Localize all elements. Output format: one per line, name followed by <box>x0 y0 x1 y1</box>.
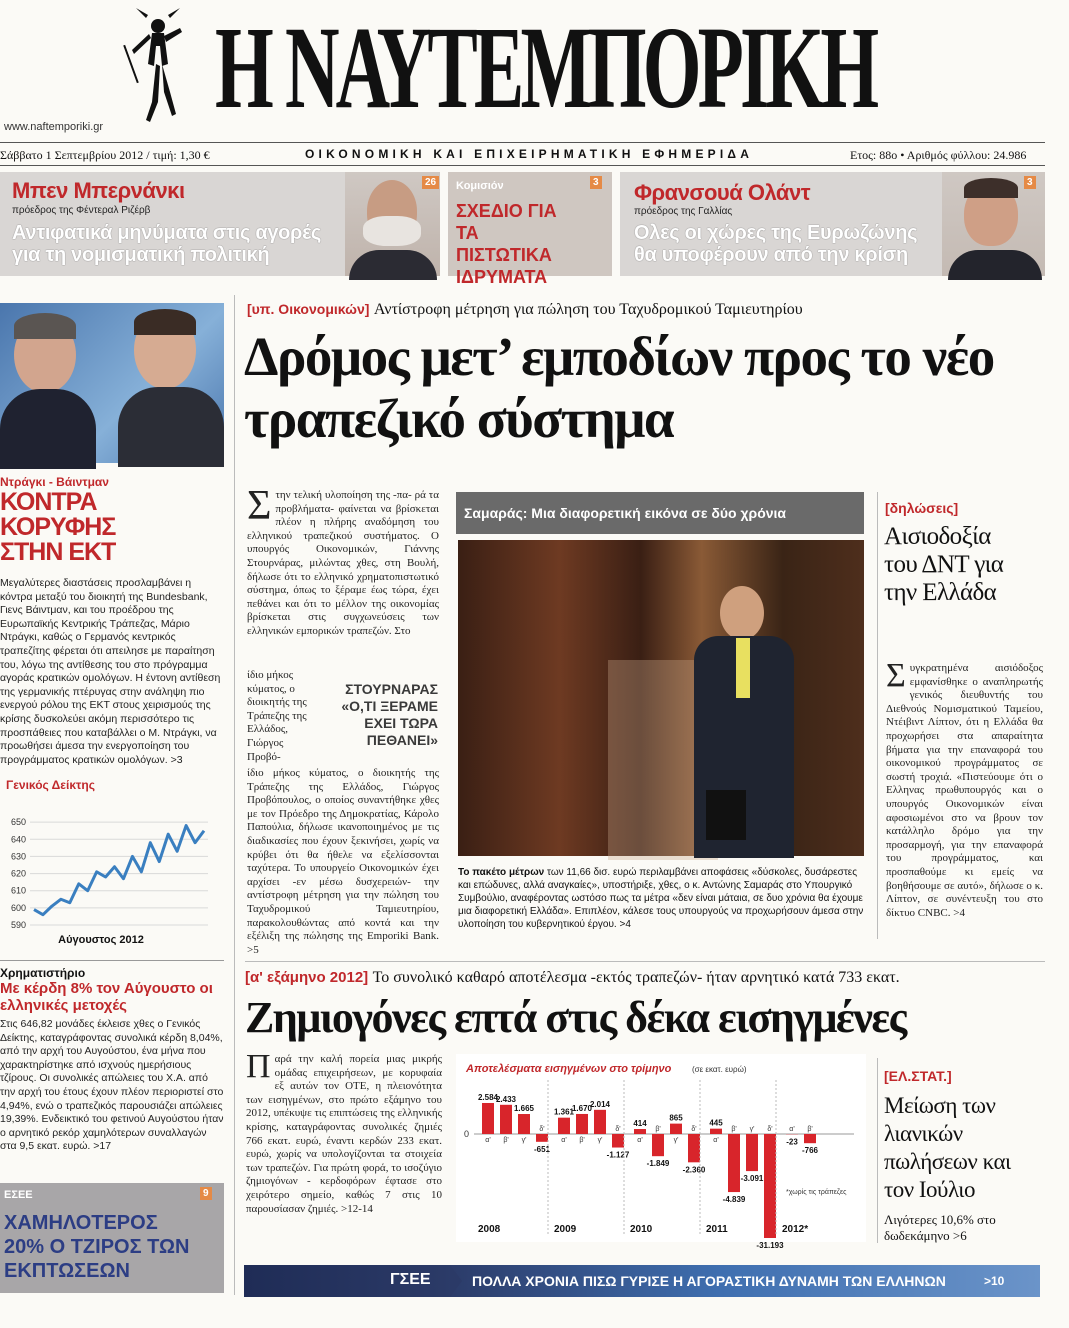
bottom-banner[interactable] <box>244 1265 1040 1297</box>
lead-photo-caption <box>458 866 864 931</box>
year-label: 2008 <box>478 1224 501 1235</box>
lead-subhead: Αντίστροφη μέτρηση για πώληση του Ταχυδρομικού Ταμιευτηρίου <box>373 301 803 318</box>
samaras-photo <box>458 540 864 856</box>
left-story2-kicker: Χρηματιστήριο <box>0 966 86 980</box>
banner-page: >10 <box>984 1274 1005 1288</box>
quarter-label: β' <box>655 1126 661 1133</box>
data-label: -2.360 <box>682 1165 706 1175</box>
lead-body-a: την τελική υλοποίηση της -πα- ρά τα προβλήματα- φαίνεται να βρίσκεται πλέον η πλήρης αναδόμηση του ελληνικού τραπεζικού συστήματος. Ο υπουργός Οικονομικών, Γιάννης Στουρνάρας, μιλώντας χθες, στη Βουλή, δήλωσε ότι το ελληνικό χρηματοπιστωτικό σύστημα, όπως το ξέραμε έως τώρα, έχει πεθάνει και ότι το μέλλον της οικονομίας βρίσκεται στις συγχωνεύσεις των ελληνικών εμπορικών τραπεζών. Στο <box>247 489 439 637</box>
bar <box>746 1134 758 1171</box>
left-story3-kicker: ΕΣΕΕ <box>4 1189 33 1201</box>
right1-dropcap: Σ <box>886 657 906 694</box>
left-story2-headline[interactable]: Με κέρδη 8% τον Αύγουστο οι ελληνικές μετοχές <box>0 980 213 1014</box>
footnote-note: *χωρίς τις τράπεζες <box>786 1189 847 1196</box>
right1-body <box>886 657 1043 920</box>
lead-headline[interactable]: Δρόμος μετ’ εμποδίων προς το νέο τραπεζικό σύστημα <box>244 326 994 449</box>
dateline: Σάββατο 1 Σεπτεμβρίου 2012 / τιμή: 1,30 € <box>0 148 210 162</box>
data-label: -4.839 <box>722 1195 746 1205</box>
data-label: 2.433 <box>495 1094 517 1104</box>
left-story2-body: Στις 646,82 μονάδες έκλεισε χθες ο Γενικός Δείκτης, καταγράφοντας συνολικά κέρδη 8,04%, από την αρχή του Αυγούστου, ένα μήνα που χαρακτηρίστηκε από ισχνούς ημερήσιους τζίρους. Οι συνολικές απώλειες του Χ.Α. από την αρχή του έτους έχουν πλέον περιοριστεί στο 4,94%, ενώ ο τραπεζικός παρουσιάζει απώλειες 19,39%. Ενδεικτικό του φετινού Αυγούστου ήταν ο αρνητικό ρεκόρ χαμηλότερων συναλλαγών στα 9,5 εκατ. ευρώ. >17 <box>0 1018 224 1153</box>
bar <box>804 1134 816 1143</box>
banner-arrow <box>450 1265 462 1297</box>
second-headline[interactable]: Ζημιογόνες επτά στις δέκα εισηγμένες <box>245 993 906 1042</box>
data-label: -31.193 <box>756 1241 784 1250</box>
bar <box>688 1134 700 1162</box>
lead-photo-box <box>456 492 866 862</box>
quarter-label: α' <box>561 1137 567 1144</box>
teaser-kicker: Κομισιόν <box>456 180 504 192</box>
teaser-page-badge: 3 <box>1024 176 1036 189</box>
lead-body-col1b <box>247 669 307 764</box>
data-label: -23 <box>786 1137 798 1147</box>
left-story1-headline[interactable]: ΚΟΝΤΡΑ ΚΟΡΥΦΗΣ ΣΤΗΝ ΕΚΤ <box>0 488 116 566</box>
bar <box>710 1129 722 1134</box>
y-tick-label: 600 <box>10 902 26 913</box>
bar <box>652 1134 664 1156</box>
y-tick-label: 650 <box>10 817 26 828</box>
data-label: 1.670 <box>571 1103 593 1113</box>
y-tick-label: 610 <box>10 885 26 896</box>
lead-body-col1c: ίδιο μήκος κύματος, ο διοικητής της Τράπεζης της Ελλάδος, Γιώργος Προβόπουλος, ο οποίος συναντήθηκε χθες με τον Πρόεδρο της Δημοκρατίας, Κάρολο Παπούλια, δήλωσε ικανοποιημένος με τις διαδικασίες που έχουν ξεκινήσει, χωρίς να κρύβει ότι θα ήθελε να εξελίσσονται ταχύτερα. Το υπουργείο Οικονομικών έχει αρχίσει -εν μέσω δυσχερειών- την αντίστροφη μέτρηση για την πώληση του Ταχυδρομικού Ταμιευτηρίου, παρακολουθώντας από κοντά και την εξέλιξη της πώλησης της Emporiki Bank. >5 <box>247 767 439 956</box>
data-label: -651 <box>533 1144 551 1154</box>
teaser-headline: ΣΧΕΔΙΟ ΓΙΑ ΤΑ ΠΙΣΤΩΤΙΚΑ ΙΔΡΥΜΑΤΑ <box>456 201 557 287</box>
teaser-hollande[interactable] <box>620 172 1045 276</box>
masthead-title: Η ΝΑΥΤΕΜΠΟΡΙΚΗ <box>215 2 876 133</box>
y-tick-label: 640 <box>10 834 26 845</box>
lead-subhead-line <box>247 301 803 319</box>
draghi-weidmann-photo <box>0 303 224 463</box>
bar-chart-unit: (σε εκατ. ευρώ) <box>692 1065 747 1074</box>
banner-label: ΓΣΕΕ <box>390 1271 431 1288</box>
left-story1-kicker: Ντράγκι - Βάιντμαν <box>0 475 109 489</box>
lead-body-col1 <box>247 483 439 639</box>
teaser-role: πρόεδρος της Γαλλίας <box>634 206 733 217</box>
right2-sub: Λιγότερες 10,6% στο δωδεκάμηνο >6 <box>884 1212 996 1243</box>
left-story3-box[interactable] <box>0 1183 224 1293</box>
teaser-role: πρόεδρος της Φέντεραλ Ριζέρβ <box>12 205 151 216</box>
bar <box>764 1134 776 1238</box>
quarter-label: γ' <box>521 1137 527 1144</box>
second-kicker: [α' εξάμηνο 2012] <box>245 969 369 986</box>
results-bar-chart <box>456 1054 866 1250</box>
year-label: 2011 <box>706 1224 728 1235</box>
second-subhead-line <box>245 969 900 987</box>
bar <box>482 1103 494 1134</box>
left-story3-page-badge: 9 <box>200 1187 212 1200</box>
bar <box>500 1105 512 1134</box>
bar <box>634 1129 646 1134</box>
x-axis-label: Αύγουστος 2012 <box>58 934 144 946</box>
data-label: 2.014 <box>589 1099 611 1109</box>
quarter-label: β' <box>579 1137 585 1144</box>
quarter-label: γ' <box>749 1126 755 1133</box>
teaser-name: Φρανσουά Ολάντ <box>634 180 811 205</box>
right1-kicker: [δηλώσεις] <box>885 500 959 516</box>
quarter-label: β' <box>731 1126 737 1133</box>
quarter-label: α' <box>789 1126 795 1133</box>
quarter-label: α' <box>485 1137 491 1144</box>
general-index-chart <box>0 795 215 950</box>
bar <box>670 1124 682 1134</box>
data-label: 414 <box>633 1119 647 1129</box>
right2-rule <box>877 1058 878 1243</box>
banner-text: ΠΟΛΛΑ ΧΡΟΝΙΑ ΠΙΣΩ ΓΥΡΙΣΕ Η ΑΓΟΡΑΣΤΙΚΗ ΔΥΝΑΜΗ ΤΩΝ ΕΛΛΗΝΩΝ <box>472 1273 946 1289</box>
quarter-label: δ' <box>615 1126 621 1133</box>
right1-body-text: υγκρατημένα αισιόδοξος εμφανίσθηκε ο αναπληρωτής γενικός διευθυντής του Διεθνούς Νομισματικού Ταμείου, Ντέιβιντ Λίπτον, ότι η Ελλάδα θα προχωρήσει στα απαραίτητα βήματα για την επαναφορά του οικονομικού προγράμματος σε σωστή τροχιά. «Πιστεύουμε ότι ο Ελληνας πρωθυπουργός και ο υπουργός Οικονομικών είναι αφοσιωμένοι στο να βρουν τον κατάλληλο δρόμο για την προσαρμογή, για την επαναφορά του προγράμματος, και προσπαθούμε κι εμείς να βοηθήσουμε σε αυτό», δήλωσε ο κ. Λίπτον, σε συνέντευξη του στο δίκτυο CNBC. >4 <box>886 662 1043 919</box>
bar <box>728 1134 740 1192</box>
bar <box>536 1134 548 1142</box>
second-rule <box>245 961 1045 962</box>
right1-headline[interactable]: Αισιοδοξία του ΔΝΤ για την Ελλάδα <box>884 523 1004 606</box>
teaser-page-badge: 26 <box>422 176 439 189</box>
left-story3-headline: ΧΑΜΗΛΟΤΕΡΟΣ 20% Ο ΤΖΙΡΟΣ ΤΩΝ ΕΚΠΤΩΣΕΩΝ <box>4 1212 190 1282</box>
masthead-rule-bottom <box>0 165 1045 166</box>
second-body <box>246 1048 442 1216</box>
teaser-commission[interactable] <box>448 172 612 287</box>
right2-kicker: [ΕΛ.ΣΤΑΤ.] <box>884 1068 952 1084</box>
teaser-bernanke[interactable] <box>0 172 440 276</box>
lead-dropcap: Σ <box>247 483 272 529</box>
teaser-page-badge: 3 <box>590 176 602 189</box>
lead-photo-title: Σαμαράς: Μια διαφορετική εικόνα σε δύο χρόνια <box>456 492 864 534</box>
quarter-label: δ' <box>691 1126 697 1133</box>
quarter-label: α' <box>713 1137 719 1144</box>
data-label: 2.584 <box>477 1092 499 1102</box>
year-label: 2009 <box>554 1224 577 1235</box>
quarter-label: δ' <box>539 1126 545 1133</box>
bar <box>518 1114 530 1134</box>
column-divider <box>234 295 235 1295</box>
second-subhead: Το συνολικό καθαρό αποτέλεσμα -εκτός τραπεζών- ήταν αρνητικό κατά 733 εκατ. <box>372 969 900 986</box>
issue-number: Ετος: 88ο • Αριθμός φύλλου: 24.986 <box>850 148 1027 162</box>
masthead-rule-top <box>0 142 1045 143</box>
tagline: ΟΙΚΟΝΟΜΙΚΗ ΚΑΙ ΕΠΙΧΕΙΡΗΜΑΤΙΚΗ ΕΦΗΜΕΡΙΔΑ <box>305 147 754 161</box>
right2-headline[interactable]: Μείωση των λιανικών πωλήσεων και τον Ιούλιο <box>884 1093 1011 1202</box>
teaser-headline: Αντιφατικά μηνύματα στις αγορές για τη νομισματική πολιτική <box>12 222 321 266</box>
quarter-label: α' <box>637 1137 643 1144</box>
bar <box>594 1110 606 1134</box>
data-label: -1.849 <box>646 1159 670 1169</box>
data-label: 1.361 <box>553 1107 575 1117</box>
teaser-headline: Ολες οι χώρες της Ευρωζώνης θα υποφέρουν από την κρίση <box>634 222 918 266</box>
quarter-label: γ' <box>597 1137 603 1144</box>
lead-body-b-part: ίδιο μήκος κύματος, ο διοικητής της Τράπεζης της Ελλάδος, Γιώργος Προβό- <box>247 669 307 763</box>
zero-label: 0 <box>464 1129 470 1139</box>
year-label: 2012* <box>782 1224 809 1235</box>
second-body-text: αρά την καλή πορεία μιας μικρής ομάδας επιχειρήσεων, με κορυφαία εξ αυτών τον ΟΤΕ, η πλειονότητα των εισηγμένων, στο πρώτο εξάμηνο του 2012, υπέκυψε τις επιπτώσεις της ελληνικής κρίσης, καταγράφοντας συνολικές ζημιές 766 εκατ. ευρώ, έναντι κερδών 233 εκατ. ευρώ, χωρίς να υπολογίζονται τα στοιχεία των τραπεζών. Για πρώτη φορά, το ισοζύγιο ζημιογόνων - κερδοφόρων έφτασε στο χειρότερο σημείο, καθώς 7 στις 10 παρουσίασαν ζημιές. >12-14 <box>246 1053 442 1215</box>
quarter-label: γ' <box>673 1137 679 1144</box>
lead-kicker: [υπ. Οικονομικών] <box>247 301 370 317</box>
y-tick-label: 590 <box>10 920 26 930</box>
bar <box>576 1114 588 1134</box>
index-chart-title: Γενικός Δείκτης <box>6 778 95 792</box>
data-label: -766 <box>801 1146 819 1156</box>
second-dropcap: Π <box>246 1048 271 1085</box>
data-label: -3.091 <box>740 1174 764 1184</box>
data-label: 865 <box>669 1113 683 1123</box>
y-tick-label: 630 <box>10 851 26 862</box>
year-label: 2010 <box>630 1224 653 1235</box>
data-label: 445 <box>709 1118 723 1128</box>
lead-quote: ΣΤΟΥΡΝΑΡΑΣ «Ο,ΤΙ ΞΕΡΑΜΕ ΕΧΕΙ ΤΩΡΑ ΠΕΘΑΝΕΙ» <box>341 681 438 748</box>
quarter-label: δ' <box>767 1126 773 1133</box>
quarter-label: β' <box>503 1137 509 1144</box>
left-story1-body: Μεγαλύτερες διαστάσεις προσλαμβάνει η κόντρα μεταξύ του διοικητή της Bundesbank, Γιενς Βάιντμαν, και του προέδρου της Ευρωπαϊκής Κεντρικής Τράπεζας, Μάριο Ντράγκι, καθώς ο Γερμανός κεντρικός τραπεζίτης φέρεται ότι απειλησε με παραίτηση του, λόγω της αντίθεσης του στο πρόγραμμα αγοράς κρατικών ομολόγων. Η έντονη αντίθεση της γερμανικής πτέρυγας στην ανάληψη πιο ενεργού ρόλου της ΕΚΤ στους χειρισμούς της κρίσης δυσκολεύει ακόμη περισσότερο τις προσπάθειες που καταβάλλει ο Μ. Ντράγκι, να προωθήσει άμεσα την ενεργοποίηση του προγράμματος κρατικών ομολόγων. >3 <box>0 577 221 766</box>
website-url[interactable]: www.naftemporiki.gr <box>4 121 104 133</box>
hermes-logo <box>118 2 198 134</box>
y-tick-label: 620 <box>10 868 26 879</box>
bar-chart-title: Αποτελέσματα εισηγμένων στο τρίμηνο <box>466 1063 672 1075</box>
data-label: 1.665 <box>513 1104 535 1114</box>
caption-bold: Το πακέτο μέτρων <box>458 867 545 878</box>
bar <box>558 1118 570 1134</box>
bar <box>612 1134 624 1148</box>
quarter-label: β' <box>807 1126 813 1133</box>
right1-rule <box>877 492 878 939</box>
data-label: -1.127 <box>606 1150 630 1160</box>
caption-text: των 11,66 δισ. ευρώ περιλαμβάνει αποφάσεις «δύσκολες, δυσάρεστες και επώδυνες, αλλά αναγκαίες», υποστήριξε, χθες, ο κ. Αντώνης Σαμαράς στο Υπουργικό Συμβούλιο, αναφέροντας ωστόσο πως τα μέτρα «δεν είναι μάταια, σε δυο χρόνια θα έχουμε μια διαφορετική Ελλάδα». Επιπλέον, κάλεσε τους υπουργούς να προχωρήσουν άμεσα στην υλοποίηση του κυβερνητικού έργου. >4 <box>458 867 864 930</box>
left-rule <box>0 960 224 961</box>
teaser-name: Μπεν Μπερνάνκι <box>12 178 185 203</box>
